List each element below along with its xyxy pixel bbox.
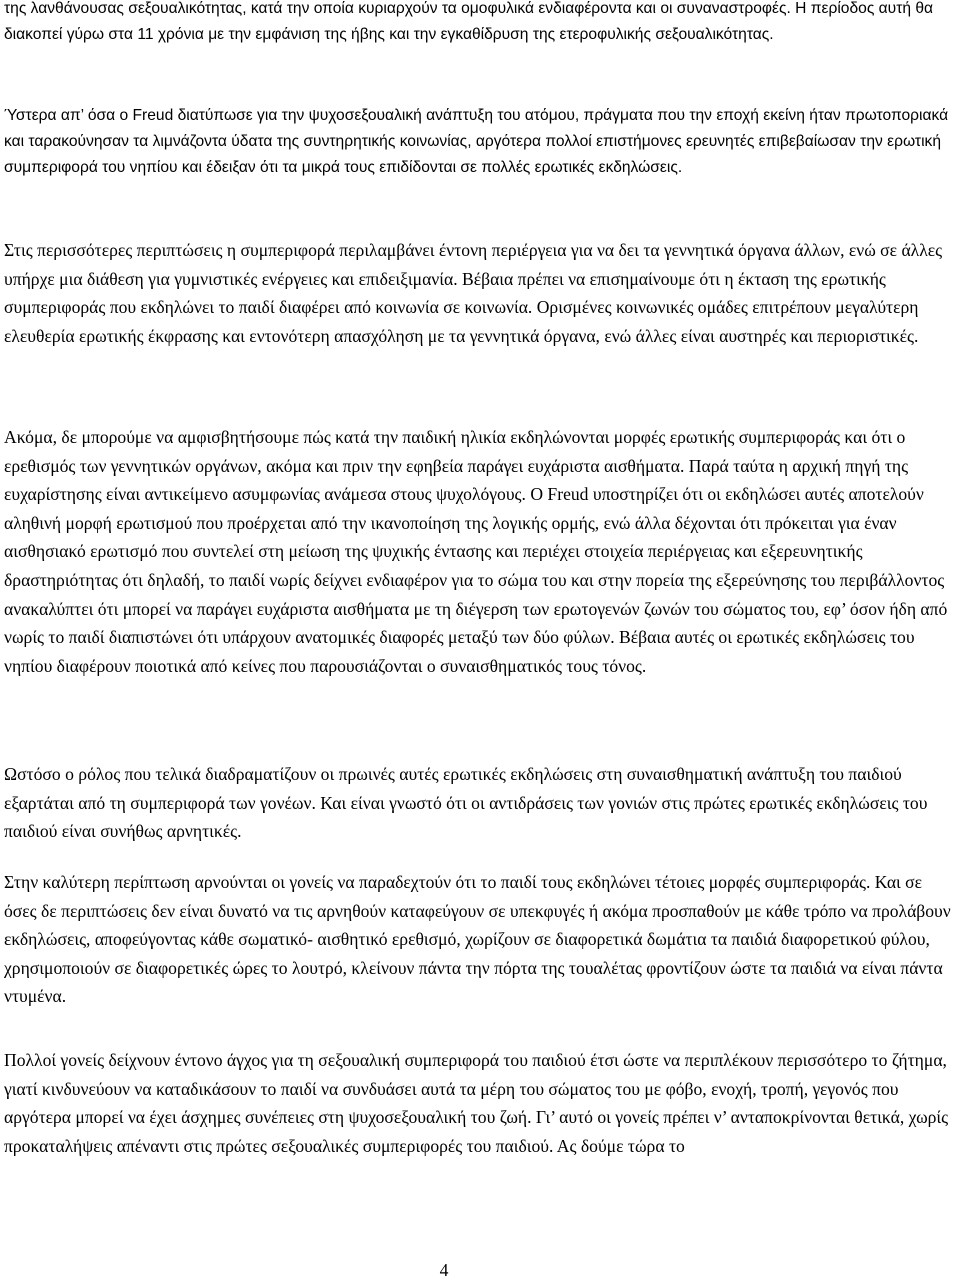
paragraph-parents-denial: Στην καλύτερη περίπτωση αρνούνται οι γονείς να παραδεχτούν ότι το παιδί τους εκδηλώνει τέτοιες μορφές συμπεριφοράς. Και σε όσες δε περιπτώσεις δεν είναι δυνατό να τις αρνηθούν καταφεύγουν σε υπεκφυγές ή ακόμα προσπαθούν με κάθε τρόπο να προλάβουν εκδηλώσεις, αποφεύγοντας κάθε σωματικό- αισθητικό ερεθισμό, χωρίζουν σε διαφορετικά δωμάτια τα παιδιά διαφορετικού φύλου, χρησιμοποιούν σε διαφορετικές ώρες το λουτρό, κλείνουν πάντα την πόρτα της τουαλέτας φροντίζουν ώστε τα παιδιά να είναι πάντα ντυμένα. — [4, 872, 951, 1007]
paragraph-curiosity-behavior: Στις περισσότερες περιπτώσεις η συμπεριφορά περιλαμβάνει έντονη περιέργεια για να δει τα γεννητικά όργανα άλλων, ενώ σε άλλες υπήρχε μια διάθεση για γυμνιστικές ενέργειες και επιδειξιμανία. Βέβαια πρέπει να επισημαίνουμε ότι η έκταση της ερωτικής συμπεριφοράς που εκδηλώνει το παιδί διαφέρει από κοινωνία σε κοινωνία. Ορισμένες κοινωνικές ομάδες επιτρέπουν μεγαλύτερη ελευθερία ερωτικής έκφρασης και εντονότερη απασχόληση με τα γεννητικά όργανα, ενώ άλλες είναι αυστηρές και περιοριστικές. — [4, 240, 943, 346]
paragraph-latency-period: της λανθάνουσας σεξουαλικότητας, κατά την οποία κυριαρχούν τα ομοφυλικά ενδιαφέροντα και οι συναναστροφές. Η περίοδος αυτή θα διακοπεί γύρω στα 11 χρόνια με την εμφάνιση της ήβης και την εγκαθίδρυση της ετεροφυλικής σεξουαλικότητας. — [4, 0, 934, 44]
paragraph-freud-research: Ύστερα απ’ όσα ο Freud διατύπωσε για την ψυχοσεξουαλική ανάπτυξη του ατόμου, πράγματα που την εποχή εκείνη ήταν πρωτοποριακά και ταρακούνησαν τα λιμνάζοντα ύδατα της συντηρητικής κοινωνίας, αργότερα πολλοί επιστήμονες ερευνητές επιβεβαίωσαν την ερωτική συμπεριφορά του νηπίου και έδειξαν ότι τα μικρά τους επιδίδονται σε πολλές ερωτικές εκδηλώσεις. — [4, 107, 949, 177]
paragraph-parents-anxiety: Πολλοί γονείς δείχνουν έντονο άγχος για τη σεξουαλική συμπεριφορά του παιδιού έτσι ώστε να περιπλέκουν περισσότερο το ζήτημα, γιατί κινδυνεύουν να καταδικάσουν το παιδί να συνδυάσει αυτά τα μέρη του σώματος του με φόβο, ενοχή, τροπή, γεγονός που αργότερα μπορεί να έχει άσχημες συνέπειες στη ψυχοσεξουαλική του ζωή. Γι’ αυτό οι γονείς πρέπει ν’ ανταποκρίνονται θετικά, χωρίς προκαταλήψεις απέναντι στις πρώτες σεξουαλικές συμπεριφορές του παιδιού. Ας δούμε τώρα το — [4, 1050, 949, 1156]
document-page — [4, 0, 956, 1286]
paragraph-parents-role: Ωστόσο ο ρόλος που τελικά διαδραματίζουν οι πρωινές αυτές ερωτικές εκδηλώσεις στη συναισθηματική ανάπτυξη του παιδιού εξαρτάται από τη συμπεριφορά των γονέων. Και είναι γνωστό ότι οι αντιδράσεις των γονιών στις πρώτες ερωτικές εκδηλώσεις του παιδιού είναι συνήθως αρνητικές. — [4, 764, 928, 842]
page-number: 4 — [439, 1260, 449, 1280]
paragraph-childhood-eroticism: Ακόμα, δε μπορούμε να αμφισβητήσουμε πώς κατά την παιδική ηλικία εκδηλώνονται μορφές ερωτικής συμπεριφοράς και ότι ο ερεθισμός των γεννητικών οργάνων, ακόμα και πριν την εφηβεία παράγει ευχάριστα αισθήματα. Παρά ταύτα η αρχική πηγή της ευχαρίστησης είναι αντικείμενο ασυμφωνίας ανάμεσα στους ψυχολόγους. Ο Freud υποστηρίζει ότι οι εκδηλώσει αυτές αποτελούν αληθινή μορφή ερωτισμού που προέρχεται από την ικανοποίηση της λογικής ορμής, ενώ άλλα δέχονται ότι πρόκειται για έναν αισθησιακό ερωτισμό που συντελεί στη μείωση της ψυχικής έντασης και περιέχει στοιχεία περιέργειας και εξερευνητικής δραστηριότητας ότι δηλαδή, το παιδί νωρίς δείχνει ενδιαφέρον για το σώμα του και στην πορεία της εξερεύνησης του περιβάλλοντος ανακαλύπτει ότι μπορεί να παράγει ευχάριστα αισθήματα με τη διέγερση των ερωτογενών ζωνών του σώματος του, εφ’ όσον ήδη από νωρίς το παιδί διαπιστώνει ότι υπάρχουν ανατομικές διαφορές μεταξύ των δύο φύλων. Βέβαια αυτές οι ερωτικές εκδηλώσεις του νηπίου διαφέρουν ποιοτικά από κείνες που παρουσιάζονται ο συναισθηματικός τους τόνος. — [4, 427, 948, 676]
